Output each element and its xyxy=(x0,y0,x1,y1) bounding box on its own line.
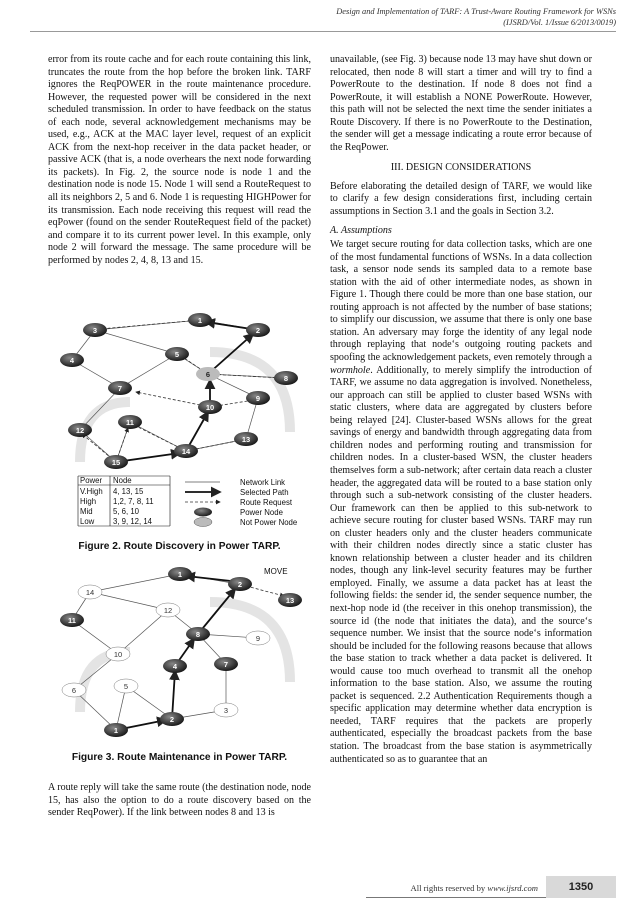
running-header xyxy=(336,6,616,28)
svg-text:5: 5 xyxy=(123,682,129,691)
footer-rule xyxy=(366,897,546,898)
svg-text:Power Node: Power Node xyxy=(240,508,283,517)
fig2-node-8 xyxy=(196,367,220,381)
fig3-node-6 xyxy=(62,683,86,697)
left-column-bottom xyxy=(48,782,311,820)
fig3-node-4 xyxy=(163,659,187,673)
svg-text:4: 4 xyxy=(172,662,178,671)
fig2-node-3 xyxy=(234,432,258,446)
figure-3-route-maintenance xyxy=(60,562,310,742)
fig3-move-label: MOVE xyxy=(264,567,288,576)
svg-text:3: 3 xyxy=(92,326,98,335)
svg-text:V.High: V.High xyxy=(80,487,103,496)
svg-text:Node: Node xyxy=(113,476,132,485)
svg-text:Mid: Mid xyxy=(80,507,93,516)
svg-text:Low: Low xyxy=(80,517,95,526)
svg-text:8: 8 xyxy=(195,630,201,639)
svg-text:1,2, 7, 8, 11: 1,2, 7, 8, 11 xyxy=(113,497,154,506)
fig2-legend xyxy=(185,478,297,527)
svg-text:1: 1 xyxy=(177,570,183,579)
fig3-node-10 xyxy=(106,647,130,661)
wormhole-term: wormhole xyxy=(330,364,371,376)
svg-text:12: 12 xyxy=(75,426,85,435)
fig2-node-9 xyxy=(274,371,298,385)
svg-text:1: 1 xyxy=(197,316,203,325)
fig2-node-2 xyxy=(174,444,198,458)
right-paragraph-3 xyxy=(330,239,592,766)
header-rule xyxy=(30,31,616,32)
svg-text:11: 11 xyxy=(126,418,134,427)
left-paragraph-2: A route reply will take the same route (the destination node, node 15, has also the option to do a route discovery based on the sender ReqPower). If the link between nodes 8 and 13 is xyxy=(48,782,311,819)
fig2-node-15 xyxy=(188,313,212,327)
svg-text:5: 5 xyxy=(174,350,180,359)
right-paragraph-2: Before elaborating the detailed design of TARF, we would like to clarify a few design considerations first, including certain assumptions in Section 3.1 and the goals in Section 3.2. xyxy=(330,180,592,218)
fig2-node-11 xyxy=(60,353,84,367)
right-paragraph-1: unavailable, (see Fig. 3) because node 13 may have shut down or relocated, then node 8 will start a timer and will try to find a PowerRoute to the destination. If node 8 does not find a PowerRoute, it will establish a NONE PowerRoute. However, this path will not be selected the next time the sender initiates a Route Discovery. If there is no PowerRoute to the Destination, the sender will get a message indicating a route error because of the ReqPower. xyxy=(330,54,592,153)
fig2-node-14 xyxy=(83,323,107,337)
figure-2-route-discovery xyxy=(60,312,310,532)
svg-text:10: 10 xyxy=(113,650,123,659)
fig3-node-3 xyxy=(214,703,238,717)
fig2-node-6 xyxy=(68,423,92,437)
fig2-node-10 xyxy=(108,381,132,395)
page-footer xyxy=(366,874,616,902)
footer-site-link[interactable]: www.ijsrd.com xyxy=(487,883,538,893)
svg-text:14: 14 xyxy=(85,588,95,597)
page-number: 1350 xyxy=(546,876,616,898)
svg-text:3, 9, 12, 14: 3, 9, 12, 14 xyxy=(113,517,153,526)
right-paragraph-3-part-b: . Additionally, to merely simplify the introduction of TARF, we assume no data aggregation is involved. Nonetheless, our approach can still be applied to cluster based WSNs with static clusters, where data are aggregated by clusters before being relayed [24]. Cluster-based WSNs allows for the great savings of energy and bandwidth through aggregating data from children nodes and performing routing and transmission for children nodes. In a cluster-based WSN, the cluster headers themselves form a sub-network; after certain data reach a cluster header, the aggregated data will be routed to a base station only through such a sub-network consisting of the cluster headers. Our framework can then be applied to this sub-network to achieve secure routing for cluster based WSNs. TARF may run on cluster headers only and the cluster headers communicate with their children nodes directly since a static cluster has known relationship between a cluster header and its children nodes, though any link-level security features may be further employed. Finally, we assume a data packet has at least the following fields: the sender id, the sender sequence number, the next-hop node id (the receiver in this onehop transmission), the source id (the node that initiates the data), and the source‘s sequence number. We insist that the source node‘s information should be included for the following reasons because that allows the base station to track whether a data packet is delivered. It would cause too much overhead to transmit all the onehop information to the base station. Also, we assume the routing packet is sequenced. 2.2 Authentication Requirements though a specific application may determine whether data encryption is needed, TARF requires that the packets are properly authenticated, especially the broadcast packets from the base station. The broadcast from the base station is asymmetrically authenticated so as to guarantee that an xyxy=(330,364,592,765)
svg-text:10: 10 xyxy=(205,403,215,412)
svg-text:12: 12 xyxy=(163,606,173,615)
right-paragraph-3-part-a: We target secure routing for data collection tasks, which are one of the most fundamental functions of WSNs. In a data collection task, a sensor node sends its sampled data to a remote base station with the aid of other intermediate nodes, as shown in Figure 1. Though there could be more than one base station, our routing approach is not affected by the number of base stations; to simplify our discussion, we assume that there is only one base station. An adversary may forge the identity of any legal node through replaying that node‘s outgoing routing packets and spoofing the acknowledgement packets, even remotely through a xyxy=(330,239,592,364)
svg-text:15: 15 xyxy=(111,458,121,467)
fig3-node-11 xyxy=(60,613,84,627)
svg-text:1: 1 xyxy=(113,726,119,735)
header-journal: (IJSRD/Vol. 1/Issue 6/2013/0019) xyxy=(503,18,616,27)
svg-text:4, 13, 15: 4, 13, 15 xyxy=(113,487,144,496)
fig3-node-13-moved xyxy=(278,593,302,607)
svg-text:6: 6 xyxy=(205,370,211,379)
svg-text:2: 2 xyxy=(237,580,243,589)
left-paragraph-1: error from its route cache and for each route containing this link, truncates the route from the hop before the broken link. TARF ignores the ReqPOWER in the route maintenance procedure. However, the requested power will be considered in the next scheduled transmission. In order to have feedback on the status of each node, several acknowledgement mechanisms may be used, e.g., ACK at the MAC layer level, request of an explicit ACK from the next-hop receiver in the data packet header, or passive ACK (that is, a node overhears the next node forwarding its packets). In Fig. 2, the source node is node 1 and the destination node is node 15. Node 1 will send a RouteRequest to all its neighbors 2, 5 and 6. Node 1 is requesting HIGHPower for its transmission. Each node receiving this request will read the eqPower (found on the sender RouteRequest field of the packet) and compare it to its current power level. In this example, only node 2 will forward the message. The same procedure will be performed by nodes 2, 4, 8, 13 and 15. xyxy=(48,54,311,266)
subsection-heading: A. Assumptions xyxy=(330,224,392,236)
svg-text:11: 11 xyxy=(68,616,76,625)
svg-text:2: 2 xyxy=(255,326,261,335)
svg-text:7: 7 xyxy=(117,384,123,393)
svg-text:8: 8 xyxy=(283,374,289,383)
fig2-node-12 xyxy=(165,347,189,361)
fig3-node-14 xyxy=(78,585,102,599)
figure-3-caption: Figure 3. Route Maintenance in Power TARP. xyxy=(71,752,288,763)
svg-text:Not Power Node: Not Power Node xyxy=(240,518,298,527)
header-title: Design and Implementation of TARF: A Trust-Aware Routing Framework for WSNs xyxy=(336,7,616,16)
svg-text:4: 4 xyxy=(69,356,75,365)
svg-text:9: 9 xyxy=(255,394,261,403)
svg-text:14: 14 xyxy=(181,447,191,456)
fig2-node-5 xyxy=(118,415,142,429)
figure-2-caption: Figure 2. Route Discovery in Power TARP. xyxy=(78,541,281,552)
fig3-node-5 xyxy=(114,679,138,693)
svg-text:Network Link: Network Link xyxy=(240,478,286,487)
fig2-node-1 xyxy=(104,455,128,469)
fig3-node-1 xyxy=(104,723,128,737)
fig3-node-12 xyxy=(156,603,180,617)
footer-rights: All rights reserved by www.ijsrd.com xyxy=(410,883,538,893)
fig2-node-7 xyxy=(246,391,270,405)
fig3-node-2 xyxy=(160,712,184,726)
svg-text:6: 6 xyxy=(71,686,77,695)
svg-text:13: 13 xyxy=(241,435,251,444)
fig2-power-table xyxy=(78,476,170,526)
fig3-node-8 xyxy=(186,627,210,641)
svg-text:Selected Path: Selected Path xyxy=(240,488,289,497)
svg-text:3: 3 xyxy=(223,706,229,715)
svg-text:9: 9 xyxy=(255,634,261,643)
svg-text:2: 2 xyxy=(169,715,175,724)
left-column xyxy=(48,54,311,267)
right-column xyxy=(330,54,592,766)
fig3-node-13 xyxy=(228,577,252,591)
section-heading: III. DESIGN CONSIDERATIONS xyxy=(390,162,532,174)
svg-text:Route Request: Route Request xyxy=(240,498,293,507)
fig3-node-9 xyxy=(246,631,270,645)
svg-text:High: High xyxy=(80,497,97,506)
fig2-node-13 xyxy=(246,323,270,337)
fig2-node-4 xyxy=(198,400,222,414)
svg-text:13: 13 xyxy=(285,596,295,605)
svg-text:5, 6, 10: 5, 6, 10 xyxy=(113,507,140,516)
fig3-node-7 xyxy=(214,657,238,671)
svg-text:Power: Power xyxy=(80,476,103,485)
svg-text:7: 7 xyxy=(223,660,229,669)
fig3-node-15 xyxy=(168,567,192,581)
